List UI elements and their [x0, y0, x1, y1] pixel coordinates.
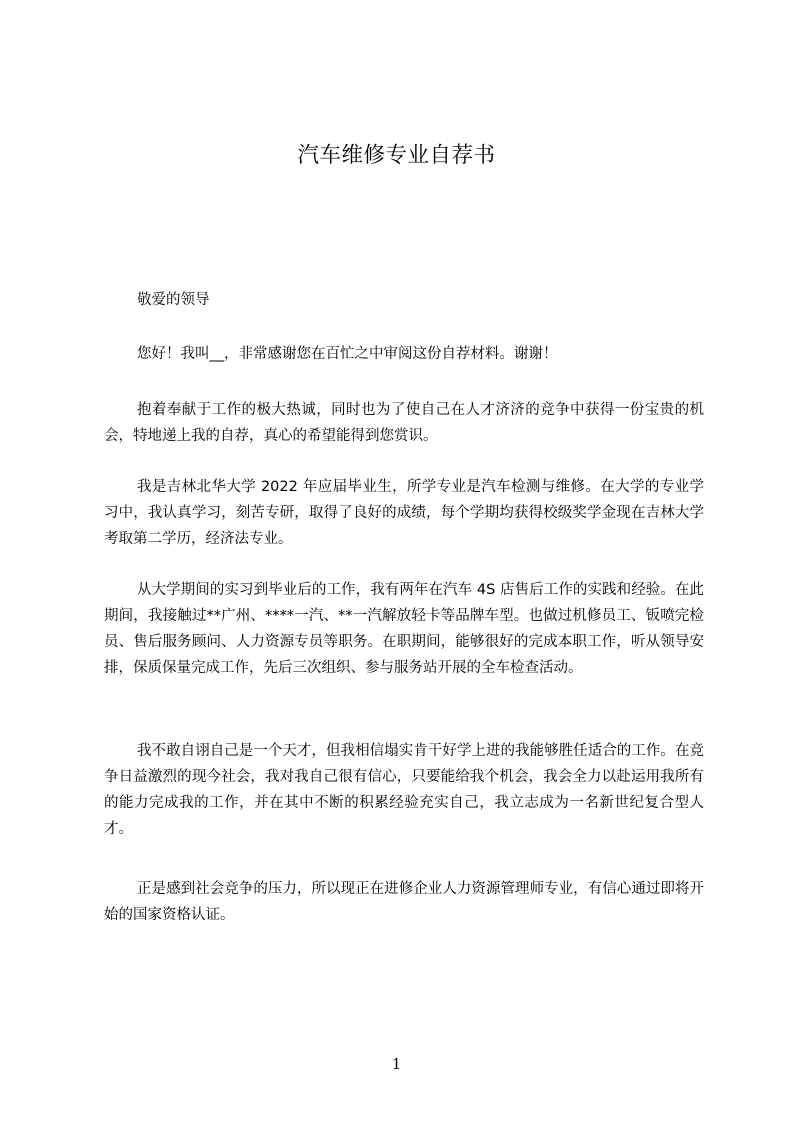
- body-paragraph-4: 我不敢自诩自己是一个天才，但我相信塌实肯干好学上进的我能够胜任适合的工作。在竞争日益激烈的现今社会，我对我自己很有信心，只要能给我个机会，我会全力以赴运用我所有的能力完成我的工作，并在其中不断的积累经验充实自己，我立志成为一名新世纪复合型人才。: [104, 743, 704, 837]
- page-number: 1: [391, 1055, 402, 1073]
- body-paragraph-5: 正是感到社会竞争的压力，所以现正在进修企业人力资源管理师专业，有信心通过即将开始的国家资格认证。: [104, 881, 704, 923]
- body-paragraph-2: 我是吉林北华大学 2022 年应届毕业生，所学专业是汽车检测与维修。在大学的专业学习中，我认真学习，刻苦专研，取得了良好的成绩，每个学期均获得校级奖学金现在吉林大学考取第二学历，经济法专业。: [104, 479, 704, 547]
- greeting-paragraph: 您好！我叫__，非常感谢您在百忙之中审阅这份自荐材料。谢谢！: [137, 346, 558, 362]
- body-paragraph-1: 抱着奉献于工作的极大热诚，同时也为了使自己在人才济济的竞争中获得一份宝贵的机会，特地递上我的自荐，真心的希望能得到您赏识。: [104, 402, 704, 444]
- body-paragraph-3: 从大学期间的实习到毕业后的工作，我有两年在汽车 4S 店售后工作的实践和经验。在此期间，我接触过**广州、****一汽、**一汽解放轻卡等品牌车型。也做过机修员工、钣喷完检员、售后服务顾问、人力资源专员等职务。在职期间，能够很好的完成本职工作，听从领导安排，保质保量完成工作，先后三次组织、参与服务站开展的全车检查活动。: [104, 582, 704, 676]
- page-title: 汽车维修专业自荐书: [297, 143, 496, 168]
- salutation: 敬爱的领导: [137, 292, 210, 308]
